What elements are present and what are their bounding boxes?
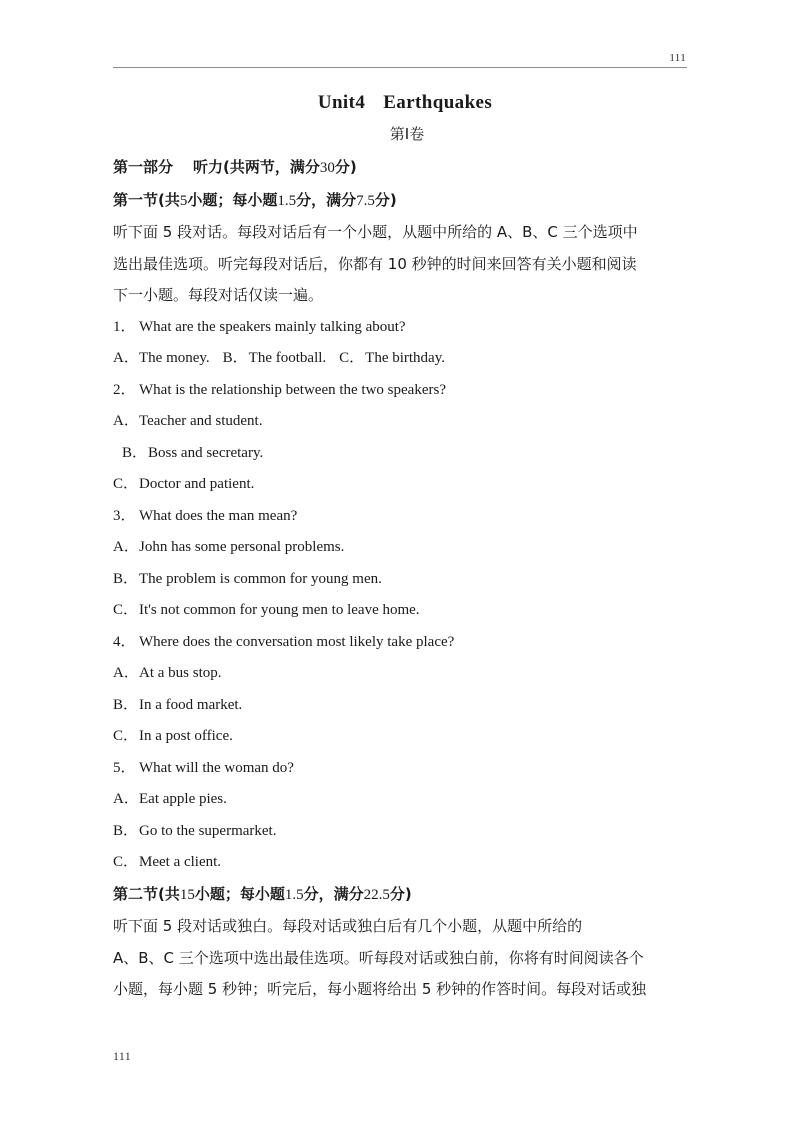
section-two-per-item: 1.5	[284, 886, 304, 903]
option-text: Eat apple pies.	[139, 791, 227, 807]
option-tag: A．	[113, 350, 139, 366]
question-option	[113, 438, 691, 470]
header-divider	[113, 67, 687, 68]
paper-subtitle: 第Ⅰ卷	[389, 125, 425, 143]
page-header	[113, 52, 687, 68]
question-option	[113, 532, 691, 564]
option-text: At a bus stop.	[139, 665, 222, 681]
section-two-label: 第二节(共	[113, 884, 180, 903]
question-option	[113, 784, 691, 816]
title-topic: Earthquakes	[383, 92, 493, 113]
document-body	[113, 88, 691, 1006]
section-two-mid2: 分，满分	[303, 884, 364, 903]
option-text: Boss and secretary.	[148, 444, 264, 461]
part-one-heading	[113, 152, 691, 185]
section-one-instruction-line: 选出最佳选项。听完每段对话后，你都有 10 秒钟的时间来回答有关小题和阅读	[113, 254, 637, 273]
section-one-end: 分)	[374, 190, 397, 209]
question-number: 5．	[113, 759, 136, 776]
header-page-number: 111	[669, 52, 686, 64]
option-tag: C．	[339, 350, 365, 366]
section-two-mid: 小题；每小题	[194, 884, 285, 903]
option-tag: B．	[122, 444, 148, 461]
section-two-instruction-line: 小题，每小题 5 秒钟；听完后，每小题将给出 5 秒钟的作答时间。每段对话或独	[113, 980, 647, 998]
option-text: Doctor and patient.	[139, 476, 255, 492]
option-tag: B．	[113, 822, 139, 839]
part-one-body-b: 分)	[334, 158, 357, 176]
question-text: What is the relationship between the two speakers?	[139, 381, 446, 398]
option-tag: A．	[113, 665, 139, 681]
section-two-instruction-line: 听下面 5 段对话或独白。每段对话或独白后有几个小题，从题中所给的	[113, 917, 583, 935]
option-text: The problem is common for young men.	[139, 570, 382, 587]
option-text: In a post office.	[139, 728, 233, 744]
section-one-total: 7.5	[356, 192, 375, 209]
section-one-label: 第一节(共	[113, 190, 180, 209]
question-stem	[113, 375, 691, 407]
section-one-instruction-line: 听下面 5 段对话。每段对话后有一个小题，从题中所给的 A、B、C 三个选项中	[113, 223, 638, 241]
option-tag: C．	[113, 728, 139, 744]
question-option	[113, 847, 691, 879]
option-tag: C．	[113, 854, 139, 870]
option-text: Meet a client.	[139, 854, 222, 870]
section-one-count: 5	[179, 192, 188, 209]
question-options-inline	[113, 343, 691, 375]
option-text: Teacher and student.	[139, 413, 263, 429]
question-option	[113, 406, 691, 438]
question-text: What are the speakers mainly talking about?	[139, 318, 406, 335]
option-text: John has some personal problems.	[139, 539, 345, 555]
question-option	[113, 595, 691, 627]
option-tag: B．	[113, 696, 139, 713]
footer-page-number: 111	[113, 1049, 132, 1063]
section-two-count: 15	[179, 886, 195, 903]
option-tag: B．	[222, 350, 248, 366]
section-one-heading	[113, 185, 691, 218]
option-text: In a food market.	[139, 696, 243, 713]
section-two-instruction-line: A、B、C 三个选项中选出最佳选项。听每段对话或独白前，你将有时间阅读各个	[113, 948, 644, 967]
question-number: 2．	[113, 381, 136, 398]
question-stem	[113, 501, 691, 533]
question-stem	[113, 627, 691, 659]
question-number: 4．	[113, 633, 136, 650]
section-two-total: 22.5	[363, 886, 390, 903]
page-title	[113, 88, 691, 118]
option-tag: A．	[113, 539, 139, 555]
option-text: The football.	[248, 350, 327, 366]
question-stem	[113, 312, 691, 344]
question-stem	[113, 753, 691, 785]
option-tag: A．	[113, 791, 139, 807]
section-one-per-item: 1.5	[277, 192, 297, 209]
section-one-mid: 小题；每小题	[187, 190, 278, 209]
question-option	[113, 469, 691, 501]
question-number: 1．	[113, 318, 136, 335]
option-tag: B．	[113, 570, 139, 587]
option-text: The money.	[139, 350, 210, 366]
option-tag: C．	[113, 476, 139, 492]
option-text: Go to the supermarket.	[139, 822, 277, 839]
part-one-body-a: 听力(共两节，满分	[193, 158, 320, 176]
section-two-heading	[113, 879, 691, 912]
part-one-label: 第一部分	[113, 158, 174, 176]
option-text: The birthday.	[365, 350, 445, 366]
question-text: Where does the conversation most likely take place?	[139, 633, 455, 650]
option-text: It's not common for young men to leave home.	[139, 602, 420, 618]
question-option	[113, 721, 691, 753]
question-option	[113, 690, 691, 722]
option-tag: A．	[113, 413, 139, 429]
title-unit: Unit4	[317, 92, 366, 113]
section-one-mid2: 分，满分	[296, 190, 357, 209]
question-text: What does the man mean?	[139, 507, 298, 524]
section-one-instruction-line: 下一小题。每段对话仅读一遍。	[113, 286, 324, 304]
part-one-score: 30	[319, 160, 335, 176]
question-option	[113, 564, 691, 596]
question-option	[113, 658, 691, 690]
question-text: What will the woman do?	[139, 759, 294, 776]
question-option	[113, 816, 691, 848]
question-number: 3．	[113, 507, 136, 524]
option-tag: C．	[113, 602, 139, 618]
section-two-end: 分)	[389, 884, 412, 903]
